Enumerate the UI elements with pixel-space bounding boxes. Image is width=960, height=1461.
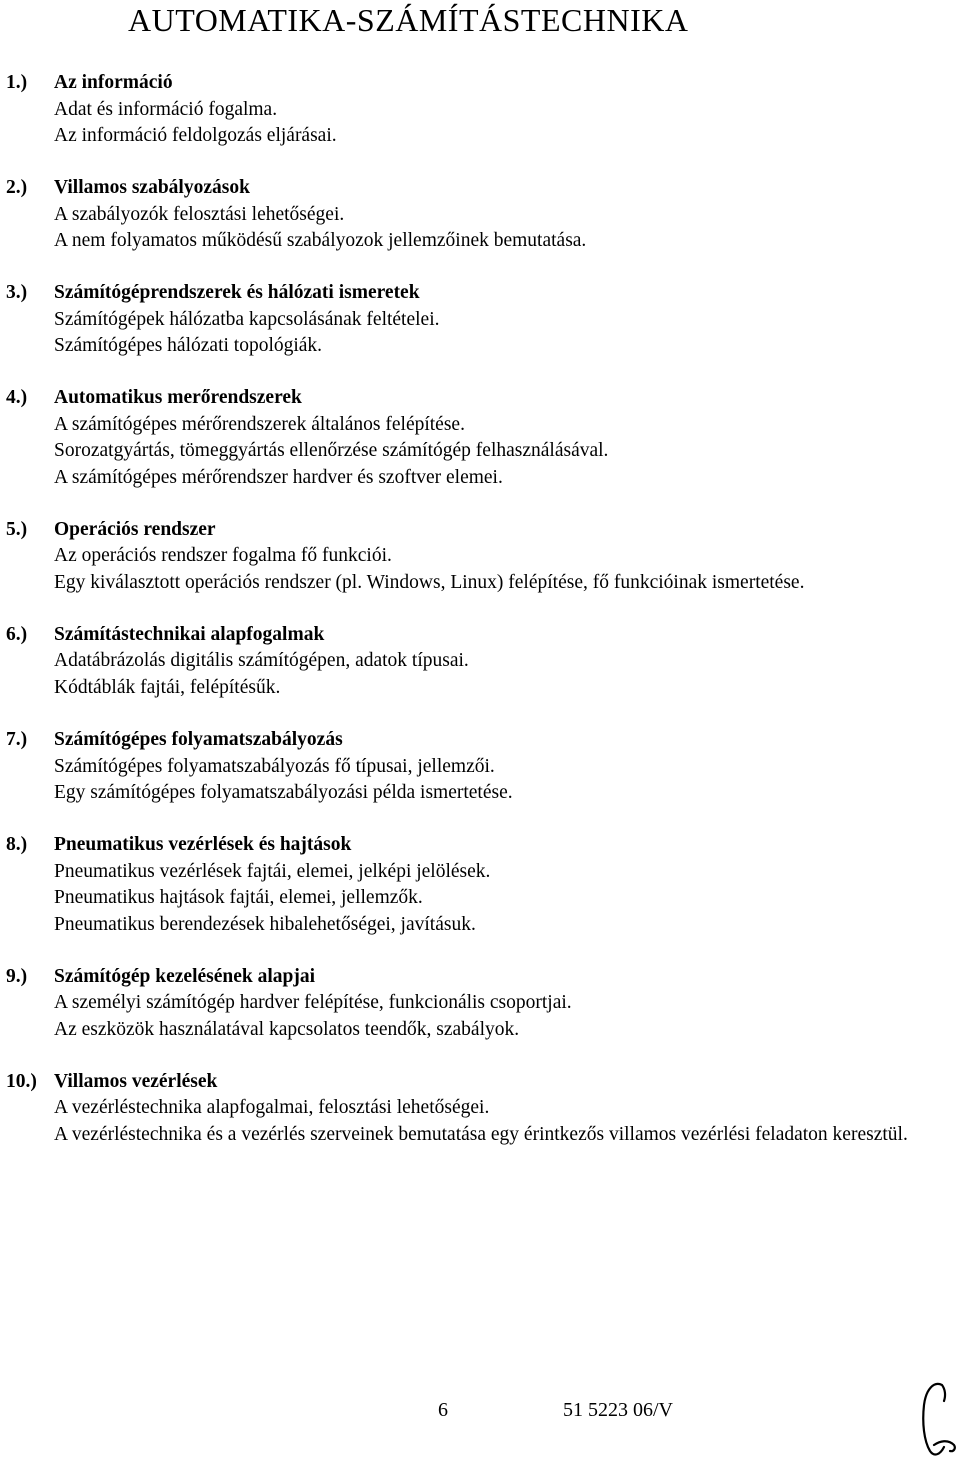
section-item xyxy=(6,1069,936,1149)
section-title: Számítógéprendszerek és hálózati ismeretek xyxy=(54,282,420,304)
section-line: A személyi számítógép hardver felépítése, funkcionális csoportjai. xyxy=(54,992,572,1014)
page-number: 6 xyxy=(438,1399,448,1421)
section-body xyxy=(54,517,936,597)
section-body xyxy=(54,70,936,150)
section-line: Az információ feldolgozás eljárásai. xyxy=(54,125,337,146)
section-title: Számítógép kezelésének alapjai xyxy=(54,965,316,987)
section-line: Számítógépes hálózati topológiák. xyxy=(54,335,323,357)
section-body xyxy=(54,385,936,491)
section-title: Automatikus merőrendszerek xyxy=(54,387,302,409)
section-line: A vezérléstechnika és a vezérlés szerveinek bemutatása egy érintkezős villamos vezérlési feladaton keresztül. xyxy=(54,1123,908,1145)
section-line: A vezérléstechnika alapfogalmai, felosztási lehetőségei. xyxy=(54,1097,490,1119)
section-line: Sorozatgyártás, tömeggyártás ellenőrzése számítógép felhasználásával. xyxy=(54,440,609,462)
section-body xyxy=(54,175,936,255)
section-number: 1.) xyxy=(6,72,28,93)
section-title: Pneumatikus vezérlések és hajtások xyxy=(54,834,352,856)
handwritten-signature xyxy=(912,1375,960,1461)
section-line: Egy számítógépes folyamatszabályozási példa ismertetése. xyxy=(54,782,513,804)
section-title: Villamos szabályozások xyxy=(54,177,250,199)
section-item xyxy=(6,832,936,938)
section-title: Számítástechnikai alapfogalmak xyxy=(54,623,325,645)
section-item xyxy=(6,964,936,1044)
section-number: 7.) xyxy=(6,729,28,751)
section-line: Az operációs rendszer fogalma fő funkciói. xyxy=(54,545,392,567)
section-title: Számítógépes folyamatszabályozás xyxy=(54,729,343,751)
section-number: 8.) xyxy=(6,834,28,856)
section-body xyxy=(54,280,936,360)
section-item xyxy=(6,727,936,807)
section-title: Az információ xyxy=(54,72,173,93)
section-line: Pneumatikus hajtások fajtái, elemei, jellemzők. xyxy=(54,887,423,909)
section-line: A nem folyamatos működésű szabályozok jellemzőinek bemutatása. xyxy=(54,230,587,252)
section-number: 3.) xyxy=(6,282,28,304)
section-line: A számítógépes mérőrendszerek általános felépítése. xyxy=(54,413,465,435)
section-line: Adatábrázolás digitális számítógépen, adatok típusai. xyxy=(54,650,469,672)
section-body xyxy=(54,964,936,1044)
document-code: 51 5223 06/V xyxy=(563,1399,673,1421)
section-item xyxy=(6,70,936,150)
section-number: 6.) xyxy=(6,623,28,645)
section-line: A szabályozók felosztási lehetőségei. xyxy=(54,203,345,225)
section-body xyxy=(54,1069,936,1149)
section-line: Adat és információ fogalma. xyxy=(54,98,278,120)
section-item xyxy=(6,385,936,491)
section-body xyxy=(54,727,936,807)
section-number: 4.) xyxy=(6,387,28,409)
section-item xyxy=(6,622,936,702)
section-number: 2.) xyxy=(6,177,28,199)
section-line: Az eszközök használatával kapcsolatos teendők, szabályok. xyxy=(54,1018,520,1040)
section-number: 5.) xyxy=(6,518,28,540)
section-title: Villamos vezérlések xyxy=(54,1070,218,1092)
section-line: Számítógépes folyamatszabályozás fő típusai, jellemzői. xyxy=(54,755,495,777)
page-title: AUTOMATIKA-SZÁMÍTÁSTECHNIKA xyxy=(128,2,689,38)
section-line: A számítógépes mérőrendszer hardver és szoftver elemei. xyxy=(54,466,503,488)
section-item xyxy=(6,517,936,597)
section-line: Pneumatikus vezérlések fajtái, elemei, jelképi jelölések. xyxy=(54,860,491,882)
section-number: 10.) xyxy=(6,1070,37,1092)
section-item xyxy=(6,175,936,255)
section-line: Számítógépek hálózatba kapcsolásának feltételei. xyxy=(54,308,440,330)
section-body xyxy=(54,622,936,702)
section-title: Operációs rendszer xyxy=(54,518,216,540)
section-line: Pneumatikus berendezések hibalehetőségei, javításuk. xyxy=(54,913,476,935)
section-item xyxy=(6,280,936,360)
section-line: Egy kiválasztott operációs rendszer (pl. Windows, Linux) felépítése, fő funkcióinak ismertetése. xyxy=(54,571,805,593)
section-list xyxy=(6,70,936,1174)
section-line: Kódtáblák fajtái, felépítésűk. xyxy=(54,676,281,698)
section-body xyxy=(54,832,936,938)
section-number: 9.) xyxy=(6,965,28,987)
